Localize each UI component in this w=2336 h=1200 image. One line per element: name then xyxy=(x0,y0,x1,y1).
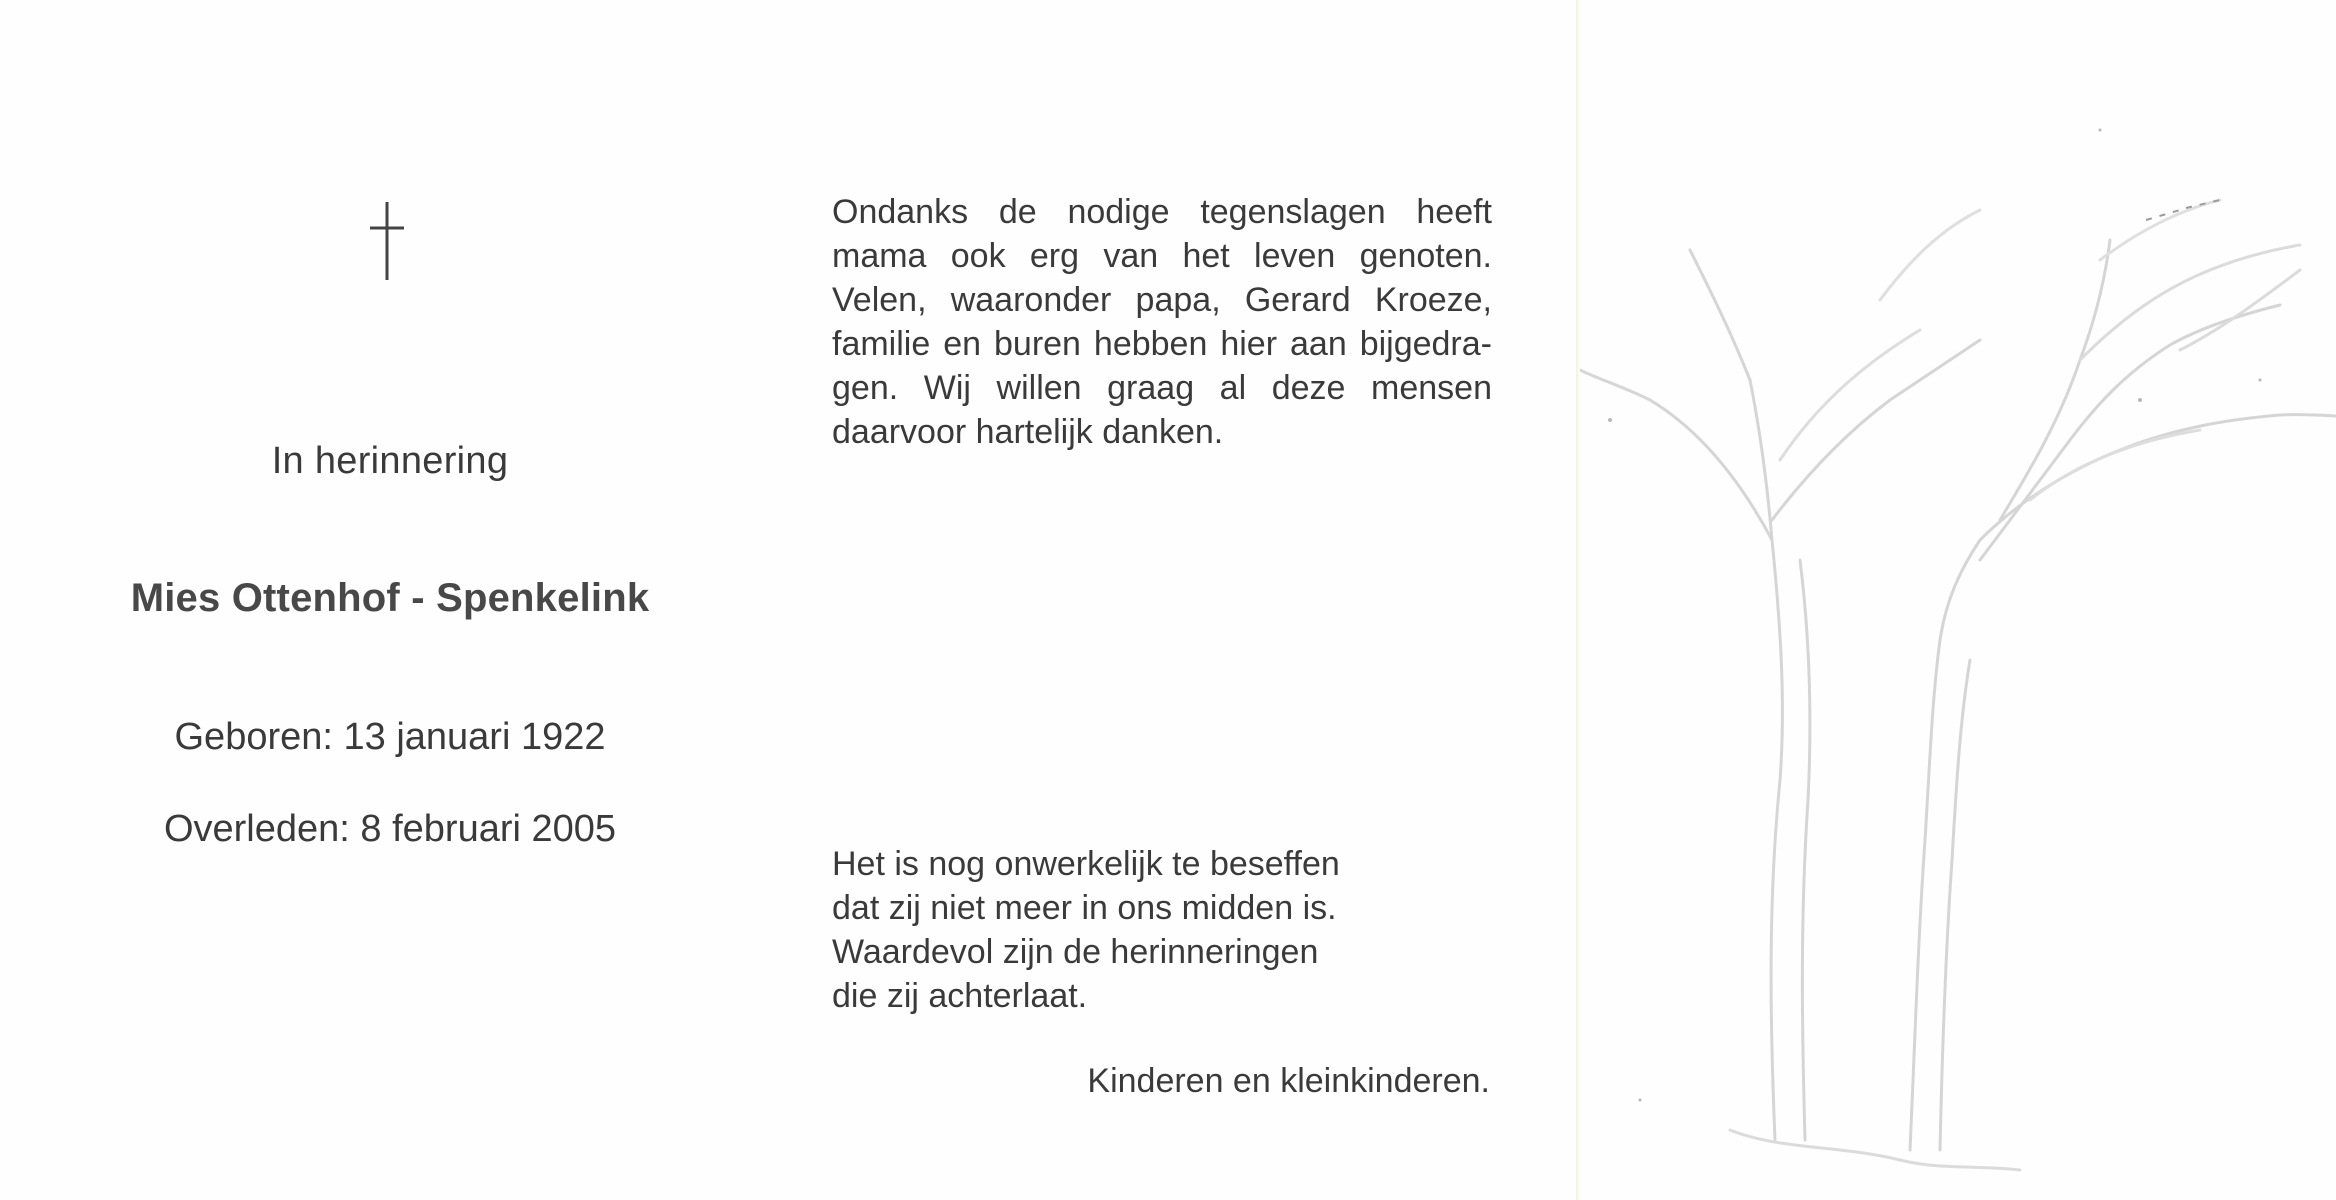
death-date: Overleden: 8 februari 2005 xyxy=(163,808,617,850)
birth-date: Geboren: 13 januari 1922 xyxy=(174,716,606,758)
cross-icon xyxy=(368,200,406,282)
remembrance-line: Het is nog onwerkelijk te beseffen xyxy=(832,845,1340,883)
gratitude-line: familie en buren hebben hier aan bijgedra- xyxy=(832,325,1492,363)
gratitude-line: mama ook erg van het leven genoten. xyxy=(832,237,1492,275)
remembrance-paragraph xyxy=(832,842,1492,1018)
remembrance-line: dat zij niet meer in ons midden is. xyxy=(832,889,1337,927)
gratitude-line: Ondanks de nodige tegenslagen heeft xyxy=(832,193,1492,231)
gratitude-line: gen. Wij willen graag al deze mensen xyxy=(832,369,1492,407)
deceased-name: Mies Ottenhof - Spenkelink xyxy=(130,576,650,620)
signoff: Kinderen en kleinkinderen. xyxy=(1087,1062,1490,1100)
remembrance-line: Waardevol zijn de herinneringen xyxy=(832,933,1319,971)
gratitude-line: Velen, waaronder papa, Gerard Kroeze, xyxy=(832,281,1492,319)
memorial-intro: In herinnering xyxy=(271,440,509,482)
gratitude-paragraph xyxy=(832,190,1492,454)
remembrance-line: die zij achterlaat. xyxy=(832,977,1088,1015)
card-fold xyxy=(1576,0,1579,1200)
gratitude-line: daarvoor hartelijk danken. xyxy=(832,413,1224,451)
tree-drawing xyxy=(1580,0,2336,1200)
